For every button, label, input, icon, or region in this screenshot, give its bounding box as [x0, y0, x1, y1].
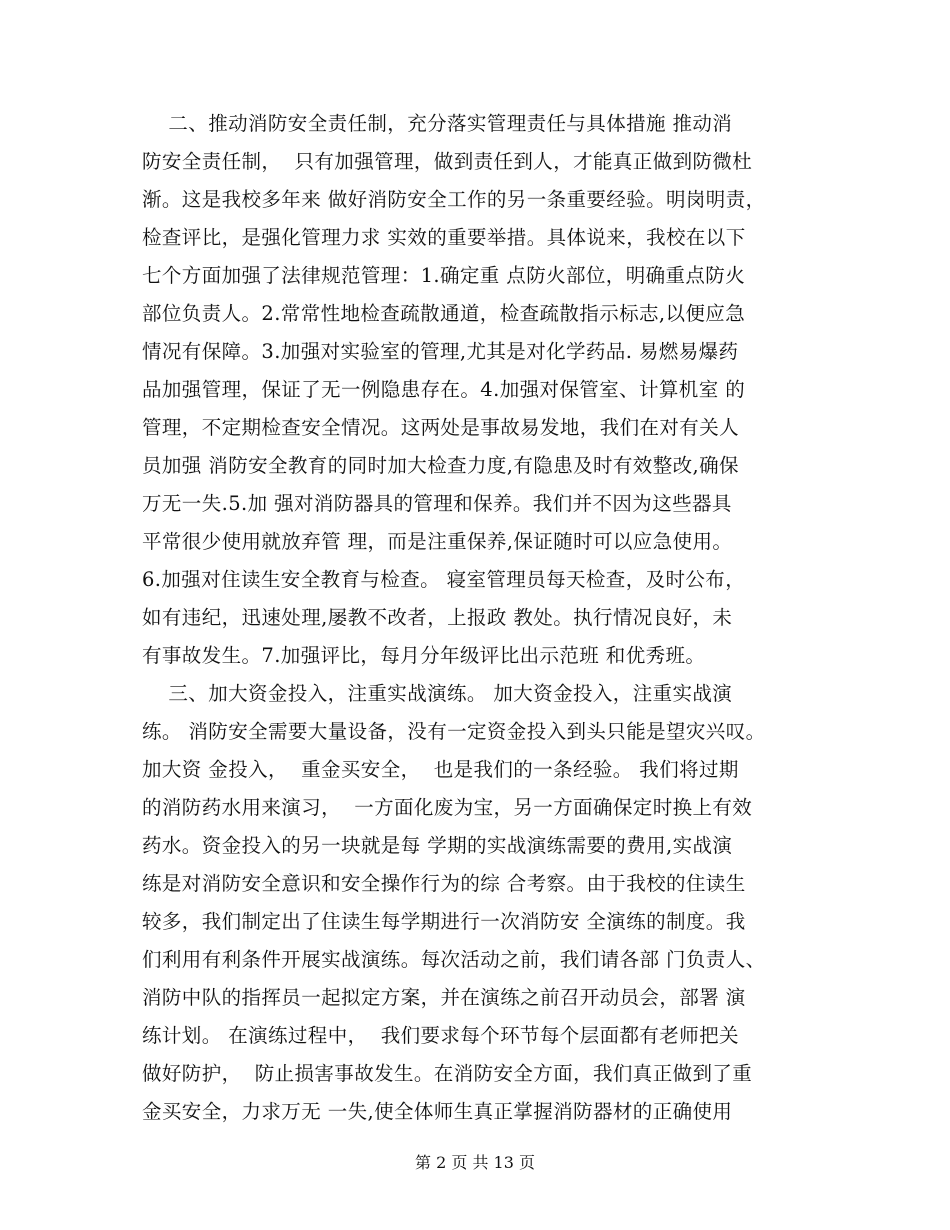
paragraph-line: 药水。资金投入的另一块就是每 学期的实战演练需要的费用,实战演	[142, 834, 733, 857]
paragraph-line: 做好防护， 防止损害事故发生。在消防安全方面，我们真正做到了重	[142, 1062, 753, 1085]
paragraph-line: 较多，我们制定出了住读生每学期进行一次消防安 全演练的制度。我	[142, 910, 746, 933]
paragraph-line: 的消防药水用来演习， 一方面化废为宝，另一方面确保定时换上有效	[142, 796, 753, 819]
paragraph-line: 七个方面加强了法律规范管理：1.确定重 点防火部位，明确重点防火	[142, 264, 746, 287]
paragraph-line: 情况有保障。3.加强对实验室的管理,尤其是对化学药品. 易燃易爆药	[142, 340, 739, 363]
paragraph-line: 加大资 金投入， 重金买安全， 也是我们的一条经验。 我们将过期	[142, 758, 739, 781]
paragraph-line: 检查评比，是强化管理力求 实效的重要举措。具体说来，我校在以下	[142, 226, 746, 249]
paragraph-line: 防安全责任制， 只有加强管理，做到责任到人，才能真正做到防微杜	[142, 150, 753, 173]
paragraph-line: 二、推动消防安全责任制，充分落实管理责任与具体措施 推动消	[142, 112, 733, 135]
paragraph-line: 三、加大资金投入，注重实战演练。 加大资金投入，注重实战演	[142, 682, 733, 705]
paragraph-line: 如有违纪，迅速处理,屡教不改者，上报政 教处。执行情况良好，未	[142, 606, 733, 629]
paragraph-line: 练。 消防安全需要大量设备，没有一定资金投入到头只能是望灾兴叹。	[142, 720, 766, 743]
paragraph-line: 管理，不定期检查安全情况。这两处是事故易发地，我们在对有关人	[142, 416, 740, 439]
paragraph-line: 员加强 消防安全教育的同时加大检查力度,有隐患及时有效整改,确保	[142, 454, 739, 477]
paragraph-line: 金买安全，力求万无 一失,使全体师生真正掌握消防器材的正确使用	[142, 1100, 733, 1123]
paragraph-line: 品加强管理，保证了无一例隐患存在。4.加强对保管室、计算机室 的	[142, 378, 746, 401]
paragraph-line: 部位负责人。2.常常性地检查疏散通道，检查疏散指示标志,以便应急	[142, 302, 746, 325]
paragraph-line: 练计划。 在演练过程中， 我们要求每个环节每个层面都有老师把关	[142, 1024, 739, 1047]
paragraph-line: 渐。这是我校多年来 做好消防安全工作的另一条重要经验。明岗明责，	[142, 188, 766, 211]
paragraph-line: 6.加强对住读生安全教育与检查。 寝室管理员每天检查，及时公布，	[142, 568, 746, 591]
page-number-footer: 第 2 页 共 13 页	[415, 1153, 535, 1172]
paragraph-line: 练是对消防安全意识和安全操作行为的综 合考察。由于我校的住读生	[142, 872, 746, 895]
paragraph-line: 有事故发生。7.加强评比，每月分年级评比出示范班 和优秀班。	[142, 644, 706, 667]
paragraph-line: 万无一失.5.加 强对消防器具的管理和保养。我们并不因为这些器具	[142, 492, 732, 515]
paragraph-line: 平常很少使用就放弃管 理，而是注重保养,保证随时可以应急使用。	[142, 530, 733, 553]
paragraph-line: 消防中队的指挥员一起拟定方案，并在演练之前召开动员会，部署 演	[142, 986, 746, 1009]
paragraph-line: 们利用有利条件开展实战演练。每次活动之前，我们请各部 门负责人、	[142, 948, 766, 971]
